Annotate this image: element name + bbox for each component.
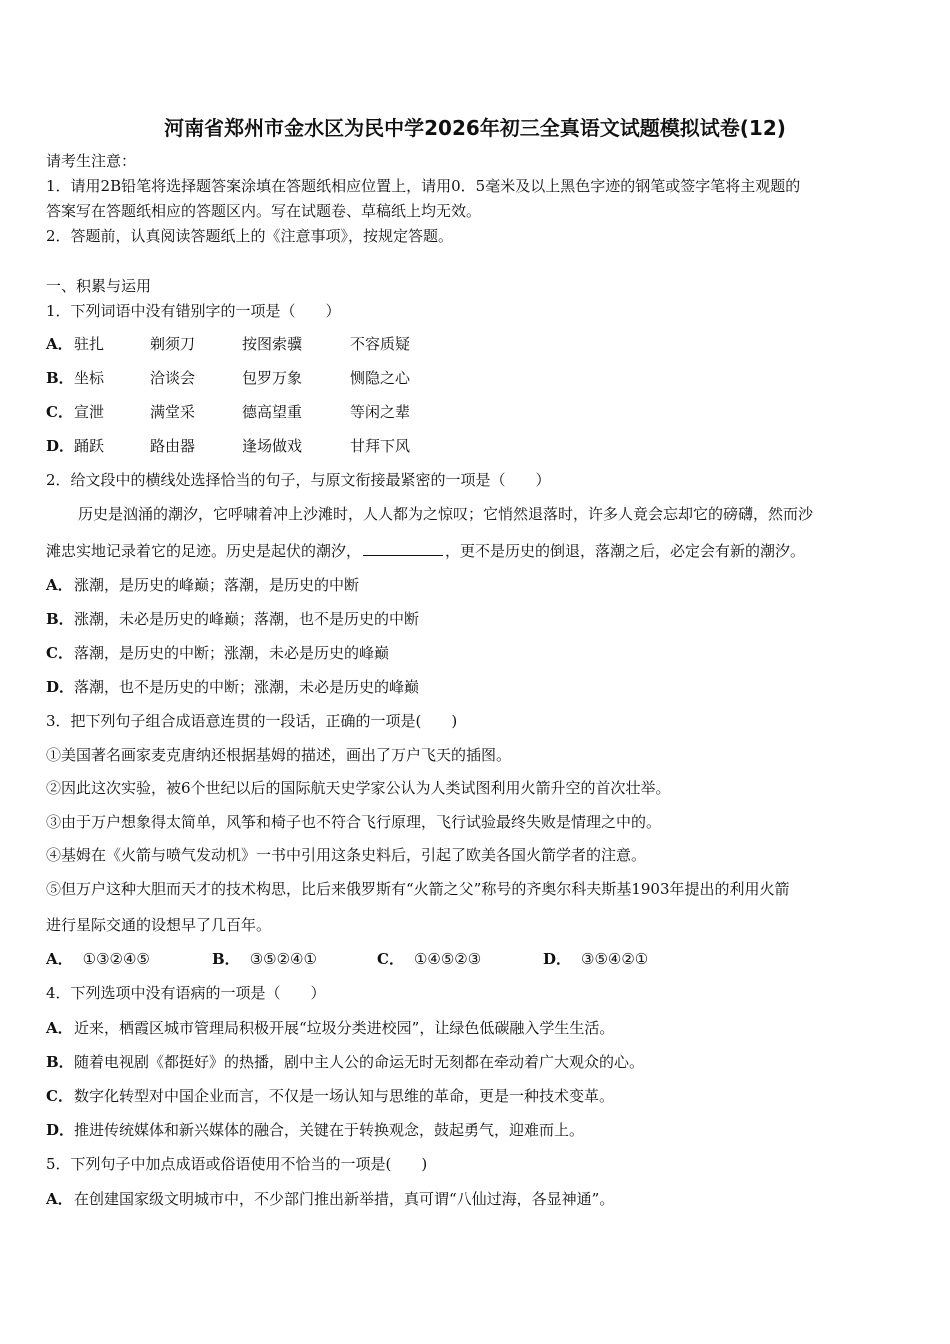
q4-option-a bbox=[46, 1018, 904, 1038]
option-word: 坐标 bbox=[74, 369, 105, 387]
option-text: 数字化转型对中国企业而言，不仅是一场认知与思维的革命，更是一种技术变革。 bbox=[74, 1087, 615, 1105]
option-text: ③⑤④②① bbox=[581, 950, 649, 968]
option-label: D． bbox=[46, 678, 75, 696]
question-2-stem: 2．给文段中的横线处选择恰当的句子，与原文衔接最紧密的一项是（ ） bbox=[46, 471, 551, 489]
q1-option-d bbox=[46, 436, 411, 456]
option-word: 按图索骥 bbox=[242, 335, 303, 353]
option-word: 驻扎 bbox=[74, 335, 105, 353]
option-text: 在创建国家级文明城市中，不少部门推出新举措，真可谓“八仙过海，各显神通”。 bbox=[74, 1190, 615, 1208]
option-label: A． bbox=[46, 950, 73, 968]
option-word: 逢场做戏 bbox=[242, 437, 303, 455]
q3-option-a bbox=[46, 949, 150, 969]
q3-sentence-5: ⑤但万户这种大胆而天才的技术构思，比后来俄罗斯有“火箭之父”称号的齐奥尔科夫斯基1903年提出的利用火箭 bbox=[46, 880, 790, 898]
option-word: 恻隐之心 bbox=[350, 369, 411, 387]
option-label: C． bbox=[46, 644, 73, 662]
q2-option-c bbox=[46, 643, 904, 663]
q2-passage-line-2 bbox=[46, 541, 904, 561]
option-word: 洽谈会 bbox=[150, 369, 196, 387]
notice-item-2: 2．答题前，认真阅读答题纸上的《注意事项》，按规定答题。 bbox=[46, 227, 454, 245]
option-text: 随着电视剧《都挺好》的热播，剧中主人公的命运无时无刻都在牵动着广大观众的心。 bbox=[74, 1053, 645, 1071]
option-label: D． bbox=[46, 1121, 75, 1139]
option-text: ③⑤②④① bbox=[249, 950, 317, 968]
q4-option-c bbox=[46, 1086, 904, 1106]
q3-sentence-3: ③由于万户想象得太简单，风筝和椅子也不符合飞行原理，飞行试验最终失败是情理之中的。 bbox=[46, 813, 662, 831]
q2-option-b bbox=[46, 609, 904, 629]
q3-option-b bbox=[212, 949, 317, 969]
option-word: 甘拜下风 bbox=[350, 437, 411, 455]
option-text: ①③②④⑤ bbox=[82, 950, 150, 968]
q3-sentence-4: ④基姆在《火箭与喷气发动机》一书中引用这条史料后，引起了欧美各国火箭学者的注意。 bbox=[46, 846, 647, 864]
notice-item-1-cont: 答案写在答题纸相应的答题区内。写在试题卷、草稿纸上均无效。 bbox=[46, 202, 482, 220]
option-label: B． bbox=[212, 950, 240, 968]
q4-option-d bbox=[46, 1120, 904, 1140]
q2-option-a bbox=[46, 575, 904, 595]
q1-option-c bbox=[46, 402, 411, 422]
option-label: A． bbox=[46, 576, 73, 594]
option-label: C． bbox=[46, 1087, 73, 1105]
answer-blank bbox=[363, 541, 443, 556]
option-word: 满堂采 bbox=[150, 403, 196, 421]
option-text: 落潮，也不是历史的中断；涨潮，未必是历史的峰巅 bbox=[74, 678, 420, 696]
option-label: B． bbox=[46, 1053, 74, 1071]
option-word: 等闲之辈 bbox=[350, 403, 411, 421]
option-text: 涨潮，未必是历史的峰巅；落潮，也不是历史的中断 bbox=[74, 610, 420, 628]
option-label: A． bbox=[46, 335, 73, 353]
option-text: 近来，栖霞区城市管理局积极开展“垃圾分类进校园”，让绿色低碳融入学生生活。 bbox=[74, 1019, 615, 1037]
section-heading: 一、积累与运用 bbox=[46, 277, 152, 295]
option-text: 落潮，是历史的中断；涨潮，未必是历史的峰巅 bbox=[74, 644, 390, 662]
page-title: 河南省郑州市金水区为民中学2026年初三全真语文试题模拟试卷(12) bbox=[164, 116, 786, 140]
option-label: D． bbox=[543, 950, 572, 968]
q2-passage-line-1: 历史是汹涌的潮汐，它呼啸着冲上沙滩时，人人都为之惊叹；它悄然退落时，许多人竟会忘却它的磅礴，然而沙 bbox=[78, 505, 814, 523]
option-word: 包罗万象 bbox=[242, 369, 303, 387]
q2-passage-text: ，更不是历史的倒退，落潮之后，必定会有新的潮汐。 bbox=[445, 542, 806, 560]
notice-heading: 请考生注意： bbox=[46, 152, 137, 170]
q3-option-c bbox=[377, 949, 481, 969]
option-text: ①④⑤②③ bbox=[413, 950, 482, 968]
notice-item-1: 1．请用2B铅笔将选择题答案涂填在答题纸相应位置上，请用0．5毫米及以上黑色字迹的钢笔或签字笔将主观题的 bbox=[46, 177, 801, 195]
option-text: 涨潮，是历史的峰巅；落潮，是历史的中断 bbox=[74, 576, 360, 594]
q1-option-b bbox=[46, 368, 411, 388]
q3-sentence-1: ①美国著名画家麦克唐纳还根据基姆的描述，画出了万户飞天的插图。 bbox=[46, 746, 512, 764]
question-4-stem: 4．下列选项中没有语病的一项是（ ） bbox=[46, 984, 326, 1002]
option-word: 路由器 bbox=[150, 437, 196, 455]
option-label: A． bbox=[46, 1190, 73, 1208]
q3-sentence-2: ②因此这次实验，被6个世纪以后的国际航天史学家公认为人类试图利用火箭升空的首次壮举。 bbox=[46, 779, 671, 797]
option-label: C． bbox=[46, 403, 73, 421]
question-3-stem: 3．把下列句子组合成语意连贯的一段话，正确的一项是( ) bbox=[46, 712, 458, 730]
option-word: 踊跃 bbox=[74, 437, 105, 455]
option-text: 推进传统媒体和新兴媒体的融合，关键在于转换观念，鼓起勇气，迎难而上。 bbox=[74, 1121, 585, 1139]
q2-option-d bbox=[46, 677, 904, 697]
option-word: 宣泄 bbox=[74, 403, 105, 421]
option-label: A． bbox=[46, 1019, 73, 1037]
question-1-stem: 1．下列词语中没有错别字的一项是（ ） bbox=[46, 302, 341, 320]
option-word: 剃须刀 bbox=[150, 335, 196, 353]
question-5-stem: 5．下列句子中加点成语或俗语使用不恰当的一项是( ) bbox=[46, 1155, 428, 1173]
q1-option-a bbox=[46, 334, 411, 354]
option-label: D． bbox=[46, 437, 75, 455]
q3-option-d bbox=[543, 949, 648, 969]
option-word: 德高望重 bbox=[242, 403, 303, 421]
option-word: 不容质疑 bbox=[350, 335, 411, 353]
option-label: B． bbox=[46, 369, 74, 387]
option-label: C． bbox=[377, 950, 404, 968]
q3-sentence-5-cont: 进行星际交通的设想早了几百年。 bbox=[46, 916, 272, 934]
option-label: B． bbox=[46, 610, 74, 628]
q2-passage-text: 滩忠实地记录着它的足迹。历史是起伏的潮汐， bbox=[46, 542, 362, 560]
q4-option-b bbox=[46, 1052, 904, 1072]
q5-option-a bbox=[46, 1189, 904, 1209]
